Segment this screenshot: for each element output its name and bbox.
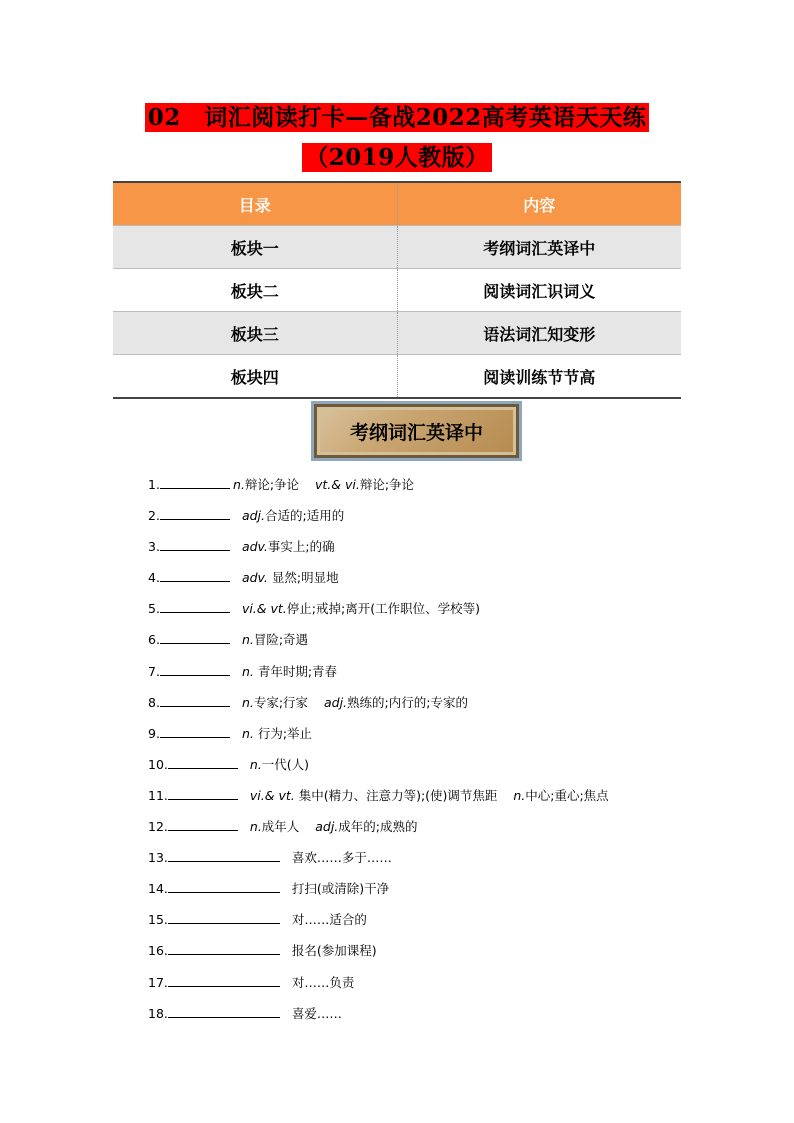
meaning: 打扫(或清除)干净 <box>291 881 390 897</box>
answer-blank[interactable] <box>168 878 280 893</box>
title-line-1: 02 词汇阅读打卡—备战2022高考英语天天练 <box>145 103 650 132</box>
meaning: 辩论;争论 <box>244 477 300 492</box>
vocab-item <box>148 690 708 721</box>
part-of-speech: adj. <box>323 694 348 710</box>
answer-blank[interactable] <box>160 567 230 582</box>
answer-blank[interactable] <box>160 505 230 520</box>
answer-blank[interactable] <box>160 474 230 489</box>
vocab-definition <box>242 695 468 710</box>
part-of-speech: vi.& vt. <box>241 601 287 617</box>
answer-blank[interactable] <box>160 661 230 676</box>
meaning: 对……适合的 <box>291 912 367 928</box>
section-name: 板块二 <box>113 269 397 312</box>
vocab-item <box>148 876 708 907</box>
part-of-speech: n. <box>241 725 254 741</box>
vocab-number: 17. <box>148 974 168 990</box>
vocab-item <box>148 907 708 938</box>
vocab-item <box>148 970 708 1001</box>
vocab-item <box>148 721 708 752</box>
vocab-number: 12. <box>148 819 168 835</box>
section-name: 板块四 <box>113 355 397 399</box>
vocab-definition <box>292 912 367 927</box>
table-row <box>113 355 681 399</box>
meaning: 行为;举止 <box>253 725 313 741</box>
vocab-item <box>148 534 708 565</box>
vocab-item <box>148 783 708 814</box>
answer-blank[interactable] <box>168 785 238 800</box>
section-name: 板块一 <box>113 226 397 269</box>
part-of-speech: adv. <box>241 570 268 586</box>
vocab-number: 10. <box>148 756 168 772</box>
vocab-list <box>148 472 708 1032</box>
answer-blank[interactable] <box>160 629 230 644</box>
meaning: 冒险;奇遇 <box>253 632 309 648</box>
vocab-definition <box>292 1006 342 1021</box>
vocab-definition <box>242 664 337 679</box>
vocab-definition <box>233 477 414 492</box>
vocab-number: 2. <box>148 508 160 524</box>
header-content: 内容 <box>397 182 681 226</box>
contents-table <box>113 181 681 399</box>
vocab-item <box>148 659 708 690</box>
table-row <box>113 312 681 355</box>
meaning: 成年人 <box>261 819 300 835</box>
vocab-item <box>148 938 708 969</box>
vocab-number: 13. <box>148 850 168 866</box>
vocab-number: 5. <box>148 601 160 617</box>
part-of-speech: vt.& vi. <box>314 477 360 492</box>
vocab-number: 8. <box>148 694 160 710</box>
answer-blank[interactable] <box>160 598 230 613</box>
vocab-number: 14. <box>148 881 168 897</box>
vocab-definition <box>242 726 312 741</box>
part-of-speech: n. <box>241 694 254 710</box>
vocab-item <box>148 472 708 503</box>
vocab-number: 7. <box>148 663 160 679</box>
vocab-item <box>148 814 708 845</box>
answer-blank[interactable] <box>160 723 230 738</box>
meaning: 辩论;争论 <box>359 477 415 492</box>
meaning: 熟练的;内行的;专家的 <box>347 694 468 710</box>
vocab-number: 18. <box>148 1005 168 1021</box>
vocab-number: 15. <box>148 912 168 928</box>
part-of-speech: vi.& vt. <box>249 787 295 803</box>
vocab-definition <box>292 850 392 865</box>
table-row <box>113 226 681 269</box>
title-line-2: （2019人教版） <box>302 143 492 172</box>
page-subtitle <box>0 143 794 173</box>
meaning: 集中(精力、注意力等);(使)调节焦距 <box>294 787 498 803</box>
vocab-definition <box>242 539 335 554</box>
vocab-definition <box>242 632 308 647</box>
part-of-speech: adv. <box>241 539 268 555</box>
vocab-definition <box>242 508 344 523</box>
vocab-item <box>148 752 708 783</box>
section-content: 阅读训练节节高 <box>397 355 681 399</box>
vocab-number: 6. <box>148 632 160 648</box>
answer-blank[interactable] <box>168 972 280 987</box>
meaning: 停止;戒掉;离开(工作职位、学校等) <box>286 601 480 617</box>
meaning: 喜爱…… <box>291 1005 342 1021</box>
section-content: 考纲词汇英译中 <box>397 226 681 269</box>
vocab-number: 3. <box>148 539 160 555</box>
vocab-number: 11. <box>148 787 168 803</box>
answer-blank[interactable] <box>168 1003 280 1018</box>
vocab-number: 1. <box>148 477 160 492</box>
section-content: 语法词汇知变形 <box>397 312 681 355</box>
meaning: 合适的;适用的 <box>264 508 345 524</box>
page-title <box>0 103 794 133</box>
part-of-speech: n. <box>249 756 262 772</box>
part-of-speech: n. <box>241 632 254 648</box>
section-content: 阅读词汇识词义 <box>397 269 681 312</box>
vocab-item <box>148 1001 708 1032</box>
vocab-item <box>148 627 708 658</box>
vocab-definition <box>242 601 480 616</box>
answer-blank[interactable] <box>168 816 238 831</box>
answer-blank[interactable] <box>160 536 230 551</box>
vocab-definition <box>250 757 309 772</box>
meaning: 报名(参加课程) <box>291 943 377 959</box>
vocab-definition <box>250 819 418 834</box>
part-of-speech: n. <box>232 477 245 492</box>
meaning: 喜欢……多于…… <box>291 850 392 866</box>
part-of-speech: n. <box>249 819 262 835</box>
answer-blank[interactable] <box>160 692 230 707</box>
vocab-item <box>148 503 708 534</box>
vocab-definition <box>292 975 355 990</box>
meaning: 显然;明显地 <box>267 570 339 586</box>
vocab-number: 16. <box>148 943 168 959</box>
meaning: 成年的;成熟的 <box>338 819 418 835</box>
answer-blank[interactable] <box>168 909 280 924</box>
table-row <box>113 269 681 312</box>
vocab-number: 4. <box>148 570 160 586</box>
vocab-definition <box>292 943 377 958</box>
meaning: 中心;重心;焦点 <box>525 787 609 803</box>
vocab-item <box>148 596 708 627</box>
part-of-speech: n. <box>241 663 254 679</box>
section-badge: 考纲词汇英译中 <box>311 401 522 461</box>
vocab-item <box>148 565 708 596</box>
vocab-definition <box>292 881 389 896</box>
part-of-speech: adj. <box>241 508 265 524</box>
header-catalog: 目录 <box>113 182 397 226</box>
section-name: 板块三 <box>113 312 397 355</box>
answer-blank[interactable] <box>168 754 238 769</box>
table-header-row <box>113 182 681 226</box>
meaning: 对……负责 <box>291 974 355 990</box>
meaning: 专家;行家 <box>253 694 309 710</box>
vocab-definition <box>250 788 609 803</box>
vocab-number: 9. <box>148 725 160 741</box>
part-of-speech: adj. <box>315 819 339 835</box>
part-of-speech: n. <box>513 787 526 803</box>
vocab-item <box>148 845 708 876</box>
answer-blank[interactable] <box>168 940 280 955</box>
answer-blank[interactable] <box>168 847 280 862</box>
meaning: 事实上;的确 <box>267 539 335 555</box>
meaning: 一代(人) <box>261 756 310 772</box>
vocab-definition <box>242 570 339 585</box>
meaning: 青年时期;青春 <box>253 663 338 679</box>
